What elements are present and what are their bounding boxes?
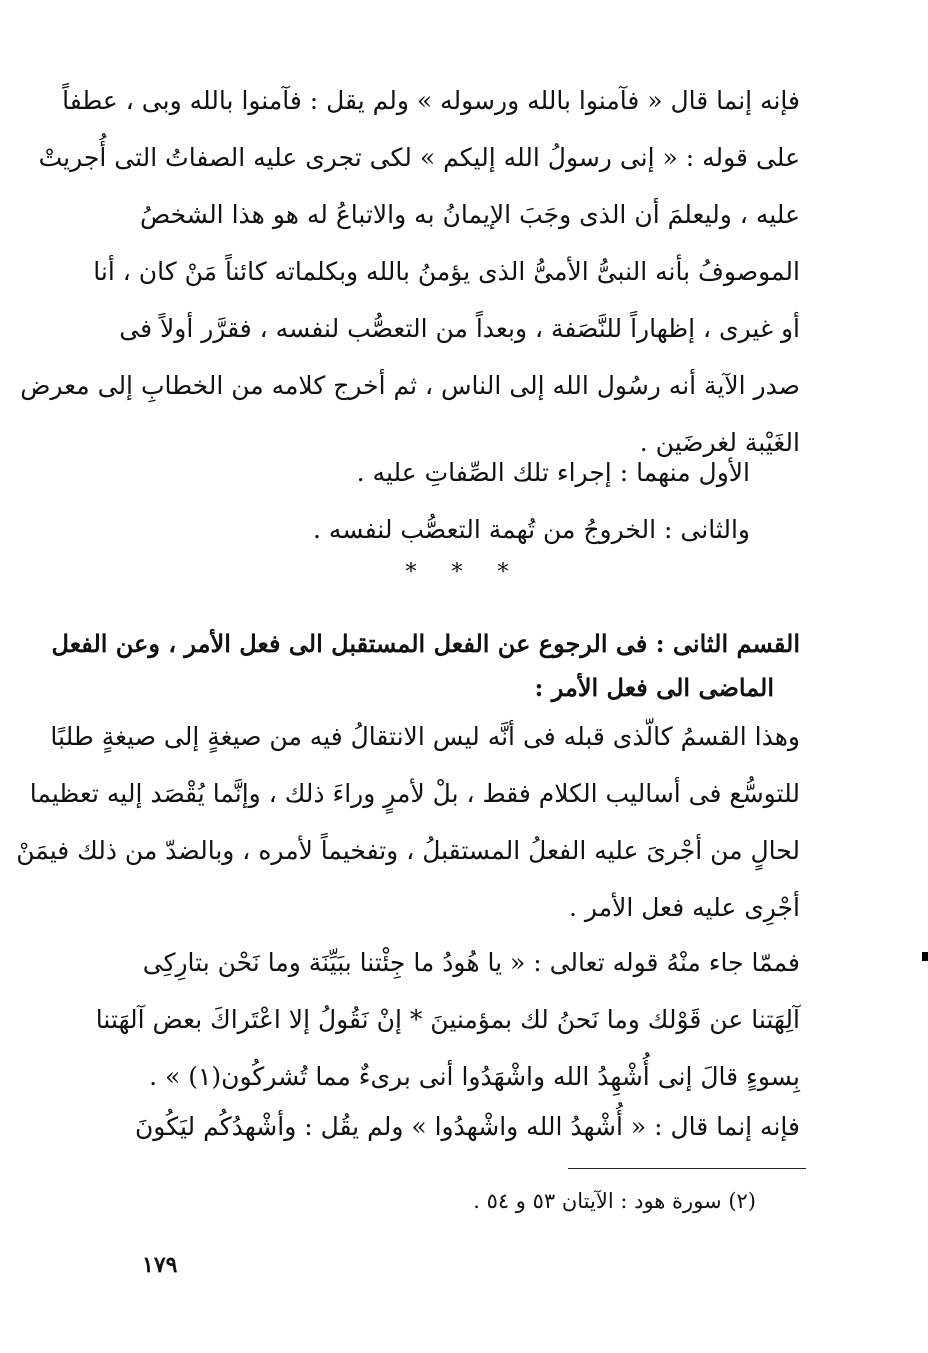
paragraph-line: فإنه إنما قال : « أُشْهدُ الله واشْهدُوا » ولم يقُل : وأشْهدُكُم ليَكُونَ xyxy=(134,1112,800,1141)
paragraph-line: صدر الآية أنه رسُول الله إلى الناس ، ثم أخرج كلامه من الخطابِ إلى معرض xyxy=(20,371,800,400)
paragraph-line: على قوله : « إنى رسولُ الله إليكم » لكى تجرى عليه الصفاتُ التى أُجريتْ xyxy=(38,143,800,172)
paragraph-4 xyxy=(134,1098,800,1155)
paragraph-line: آلِهَتنا عن قَوْلك وما نَحنُ لك بمؤمنينَ * إنْ نَقُولُ إلا اعْتَراكَ بعض آلهَتنا xyxy=(95,1005,800,1034)
footnote: (٢) سورة هود : الآيتان ٥٣ و ٥٤ . xyxy=(473,1189,756,1213)
paragraph-line: أجْرِى عليه فعل الأمر . xyxy=(569,893,800,922)
paragraph-line: فممّا جاء منْهُ قوله تعالى : « يا هُودُ ما جِئْتنا ببَيِّنَة وما نَحْن بتارِكِى xyxy=(142,948,800,977)
section-separator: * * * xyxy=(405,560,523,585)
paragraph-line: الغَيْبة لغرضَين . xyxy=(639,428,800,457)
paragraph-line: لحالٍ من أجْرىَ عليه الفعلُ المستقبلُ ، وتفخيماً لأمره ، وبالضدّ من ذلك فيمَنْ xyxy=(16,836,800,865)
point-item: والثانى : الخروجُ من تُهمة التعصُّب لنفسه . xyxy=(313,515,750,544)
section-heading xyxy=(51,622,800,710)
paragraph-line: أو غيرى ، إظهاراً للنَّصَفة ، وبعداً من التعصُّب لنفسه ، فقرَّر أولاً فى xyxy=(119,314,800,343)
paragraph-line: بِسوءٍ قالَ إنى أُشْهِدُ الله واشْهَدُوا أنى برىءٌ مما تُشركُون(١) » . xyxy=(149,1062,800,1091)
footnote-divider xyxy=(568,1168,806,1169)
paragraph-line: فإنه إنما قال « فآمنوا بالله ورسوله » ولم يقل : فآمنوا بالله وبى ، عطفاً xyxy=(62,86,800,115)
paragraph-3 xyxy=(95,934,800,1105)
paragraph-line: للتوسُّع فى أساليب الكلام فقط ، بلْ لأمرٍ وراءَ ذلك ، وإنَّما يُقْصَد إليه تعظيما xyxy=(29,779,800,808)
paragraph-1 xyxy=(20,72,800,471)
paragraph-line: وهذا القسمُ كالّذى قبله فى أنَّه ليس الانتقالُ فيه من صيغةٍ إلى صيغةٍ طلبًا xyxy=(50,722,800,751)
paragraph-line: الموصوفُ بأنه النبىُّ الأمىُّ الذى يؤمنُ بالله وبكلماته كائناً مَنْ كان ، أنا xyxy=(93,257,800,286)
scan-edge-mark xyxy=(922,952,928,961)
paragraph-2 xyxy=(16,708,800,936)
paragraph-line: عليه ، وليعلمَ أن الذى وجَبَ الإيمانُ به والاتباعُ له هو هذا الشخصُ xyxy=(140,200,800,229)
heading-line: الماضى الى فعل الأمر : xyxy=(534,673,774,702)
page-number: ١٧٩ xyxy=(142,1252,178,1278)
points-list xyxy=(250,444,750,558)
point-item: الأول منهما : إجراء تلك الصِّفاتِ عليه . xyxy=(356,458,750,487)
heading-line: القسم الثانى : فى الرجوع عن الفعل المستقبل الى فعل الأمر ، وعن الفعل xyxy=(51,629,800,658)
